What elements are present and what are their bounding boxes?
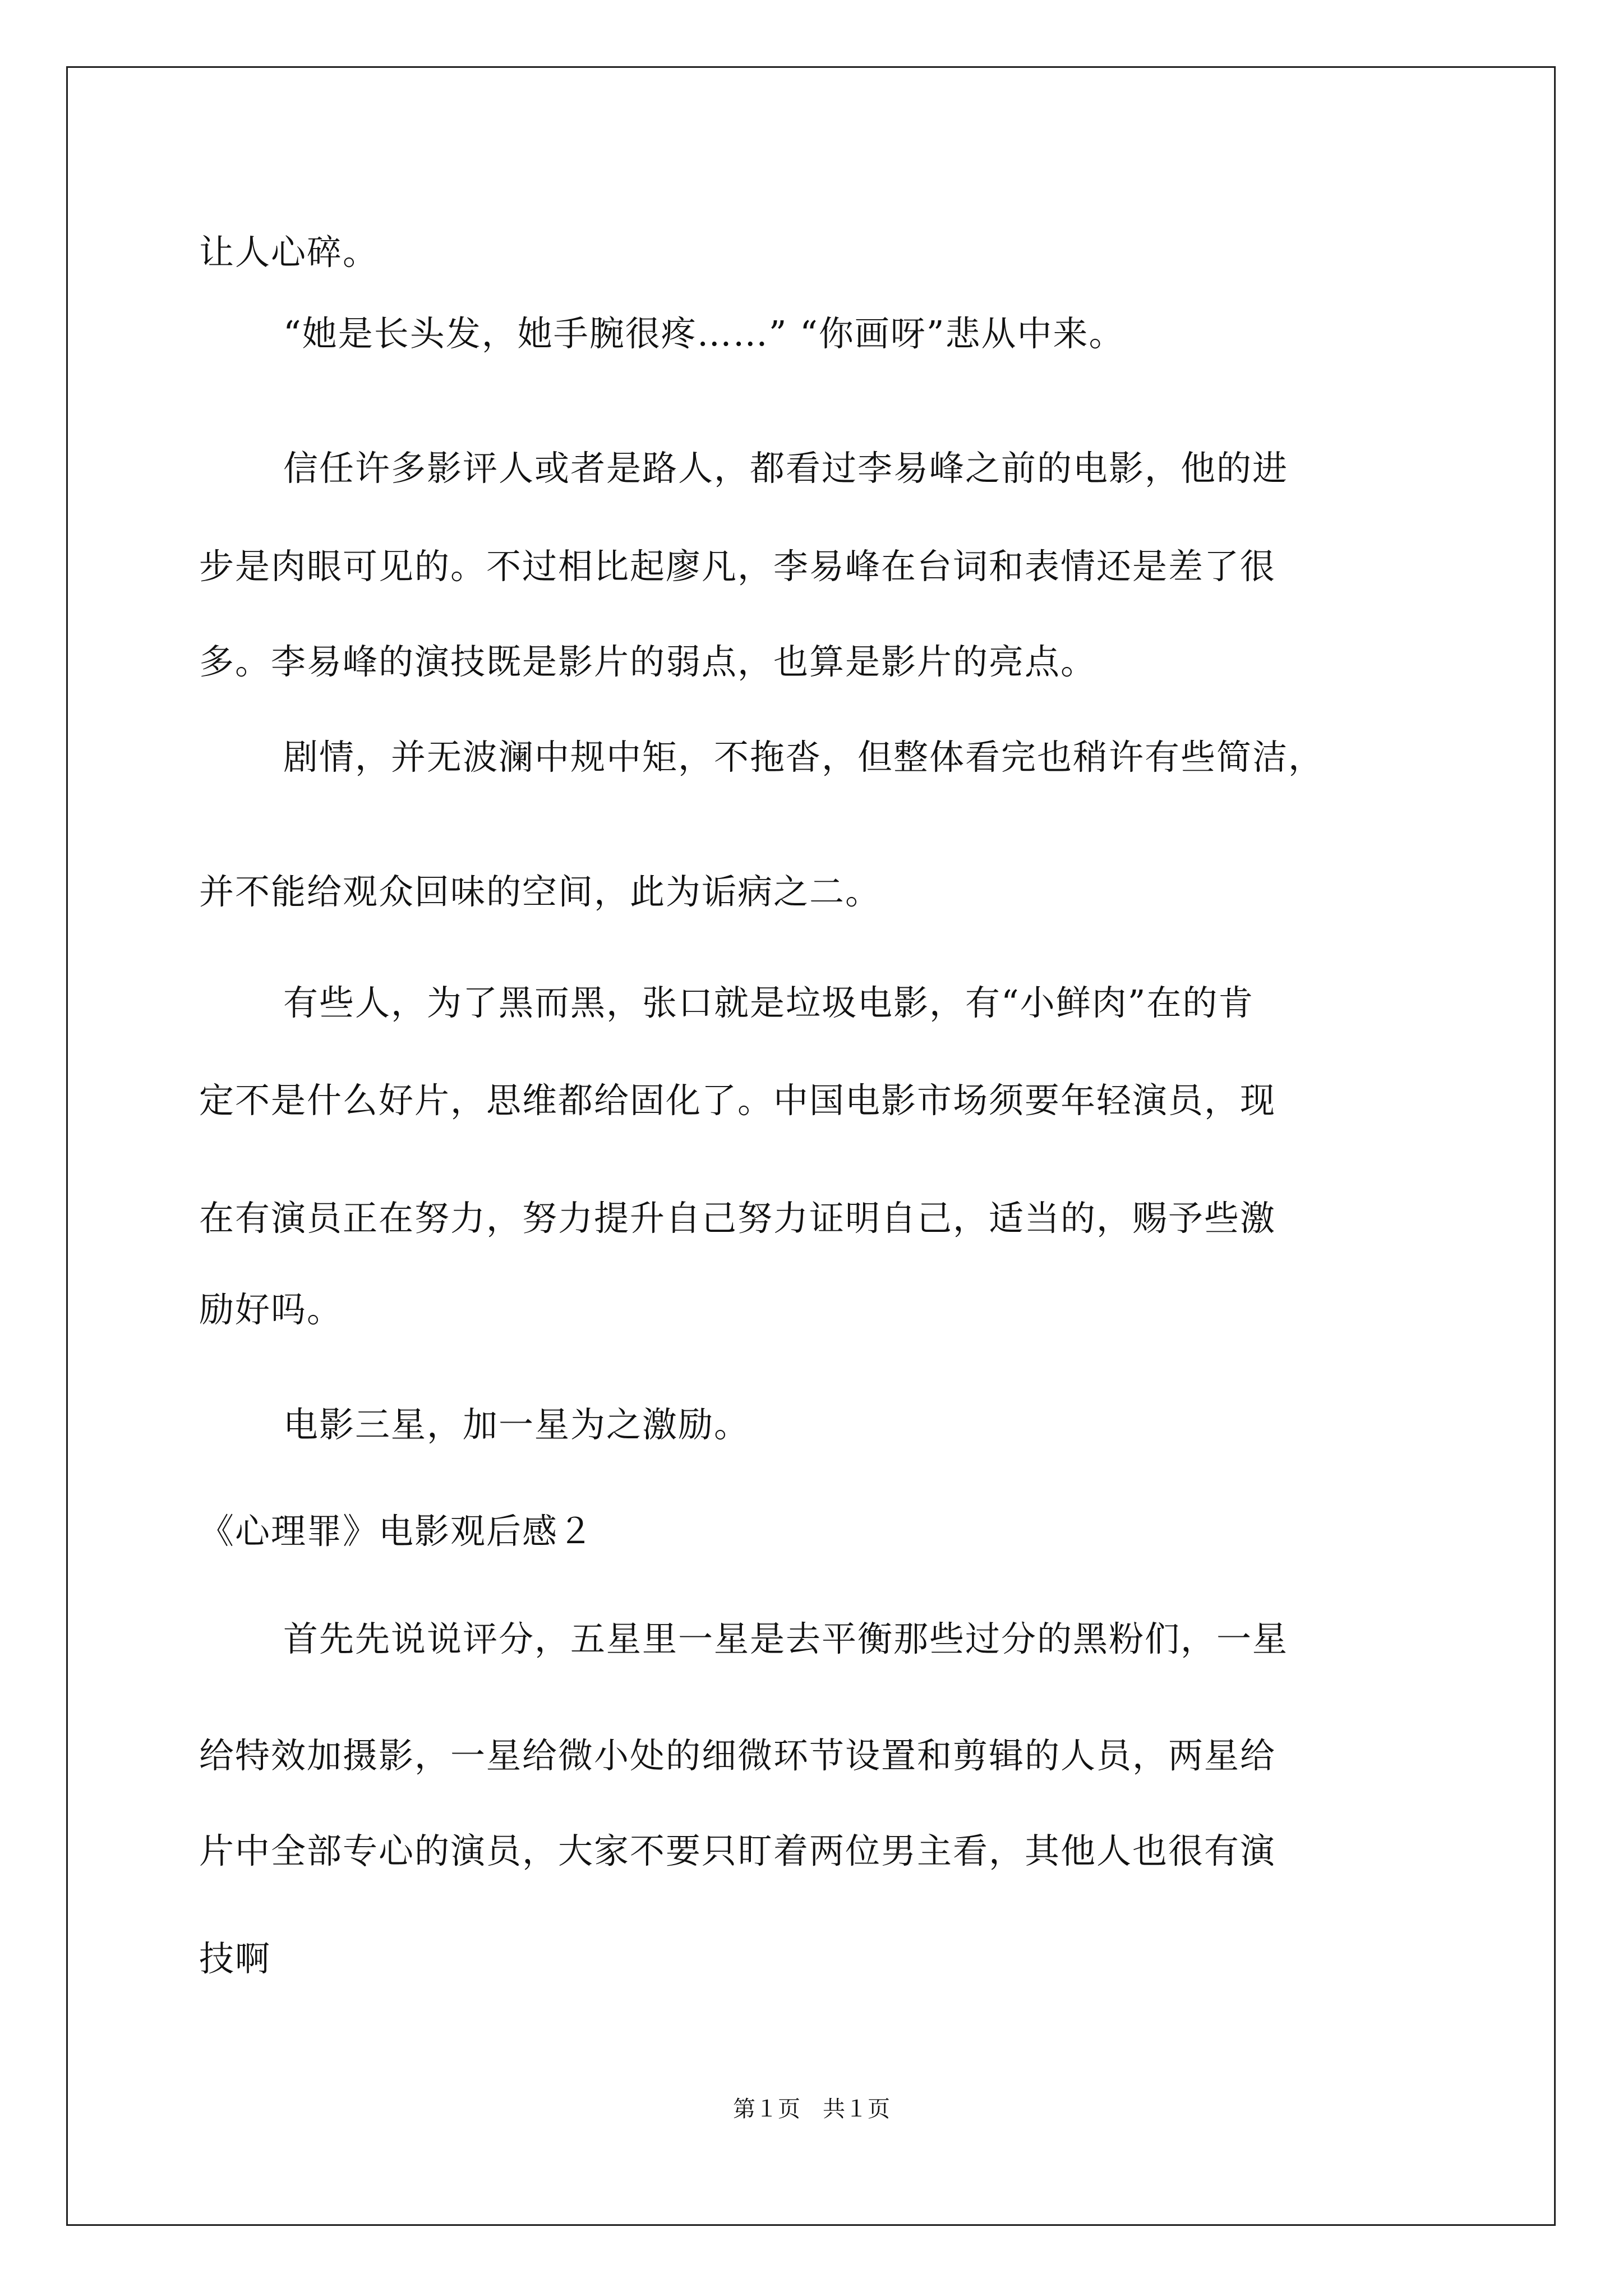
text-line: 剧情，并无波澜中规中矩，不拖沓，但整体看完也稍许有些简洁， [283,737,1325,777]
text-line: 有些人，为了黑而黑，张口就是垃圾电影，有“小鲜肉”在的肯 [283,982,1255,1023]
text-line: 定不是什么好片，思维都给固化了。中国电影市场须要年轻演员，现 [199,1080,1276,1121]
text-line: 技啊 [199,1938,271,1979]
page-border [66,66,1556,2226]
text-line: 多。李易峰的演技既是影片的弱点，也算是影片的亮点。 [199,641,1097,682]
text-line: 并不能给观众回味的空间，此为诟病之二。 [199,871,882,912]
section-heading: 《心理罪》电影观后感２ [199,1511,594,1552]
text-line: 让人心碎。 [199,232,379,273]
text-line: 在有演员正在努力，努力提升自己努力证明自己，适当的，赐予些激 [199,1198,1276,1239]
text-line: “她是长头发，她手腕很疼……” “你画呀”悲从中来。 [283,313,1125,354]
text-line: 片中全部专心的演员，大家不要只盯着两位男主看，其他人也很有演 [199,1830,1276,1871]
text-line: 首先先说说评分，五星里一星是去平衡那些过分的黑粉们，一星 [283,1618,1289,1659]
page-number: 第１页 共１页 [733,2096,890,2122]
text-line: 步是肉眼可见的。不过相比起廖凡，李易峰在台词和表情还是差了很 [199,546,1276,587]
text-line: 电影三星，加一星为之激励。 [283,1404,750,1445]
text-line: 信任许多影评人或者是路人，都看过李易峰之前的电影，他的进 [283,448,1289,489]
text-line: 励好吗。 [199,1289,343,1330]
text-line: 给特效加摄影，一星给微小处的细微环节设置和剪辑的人员，两星给 [199,1735,1276,1776]
